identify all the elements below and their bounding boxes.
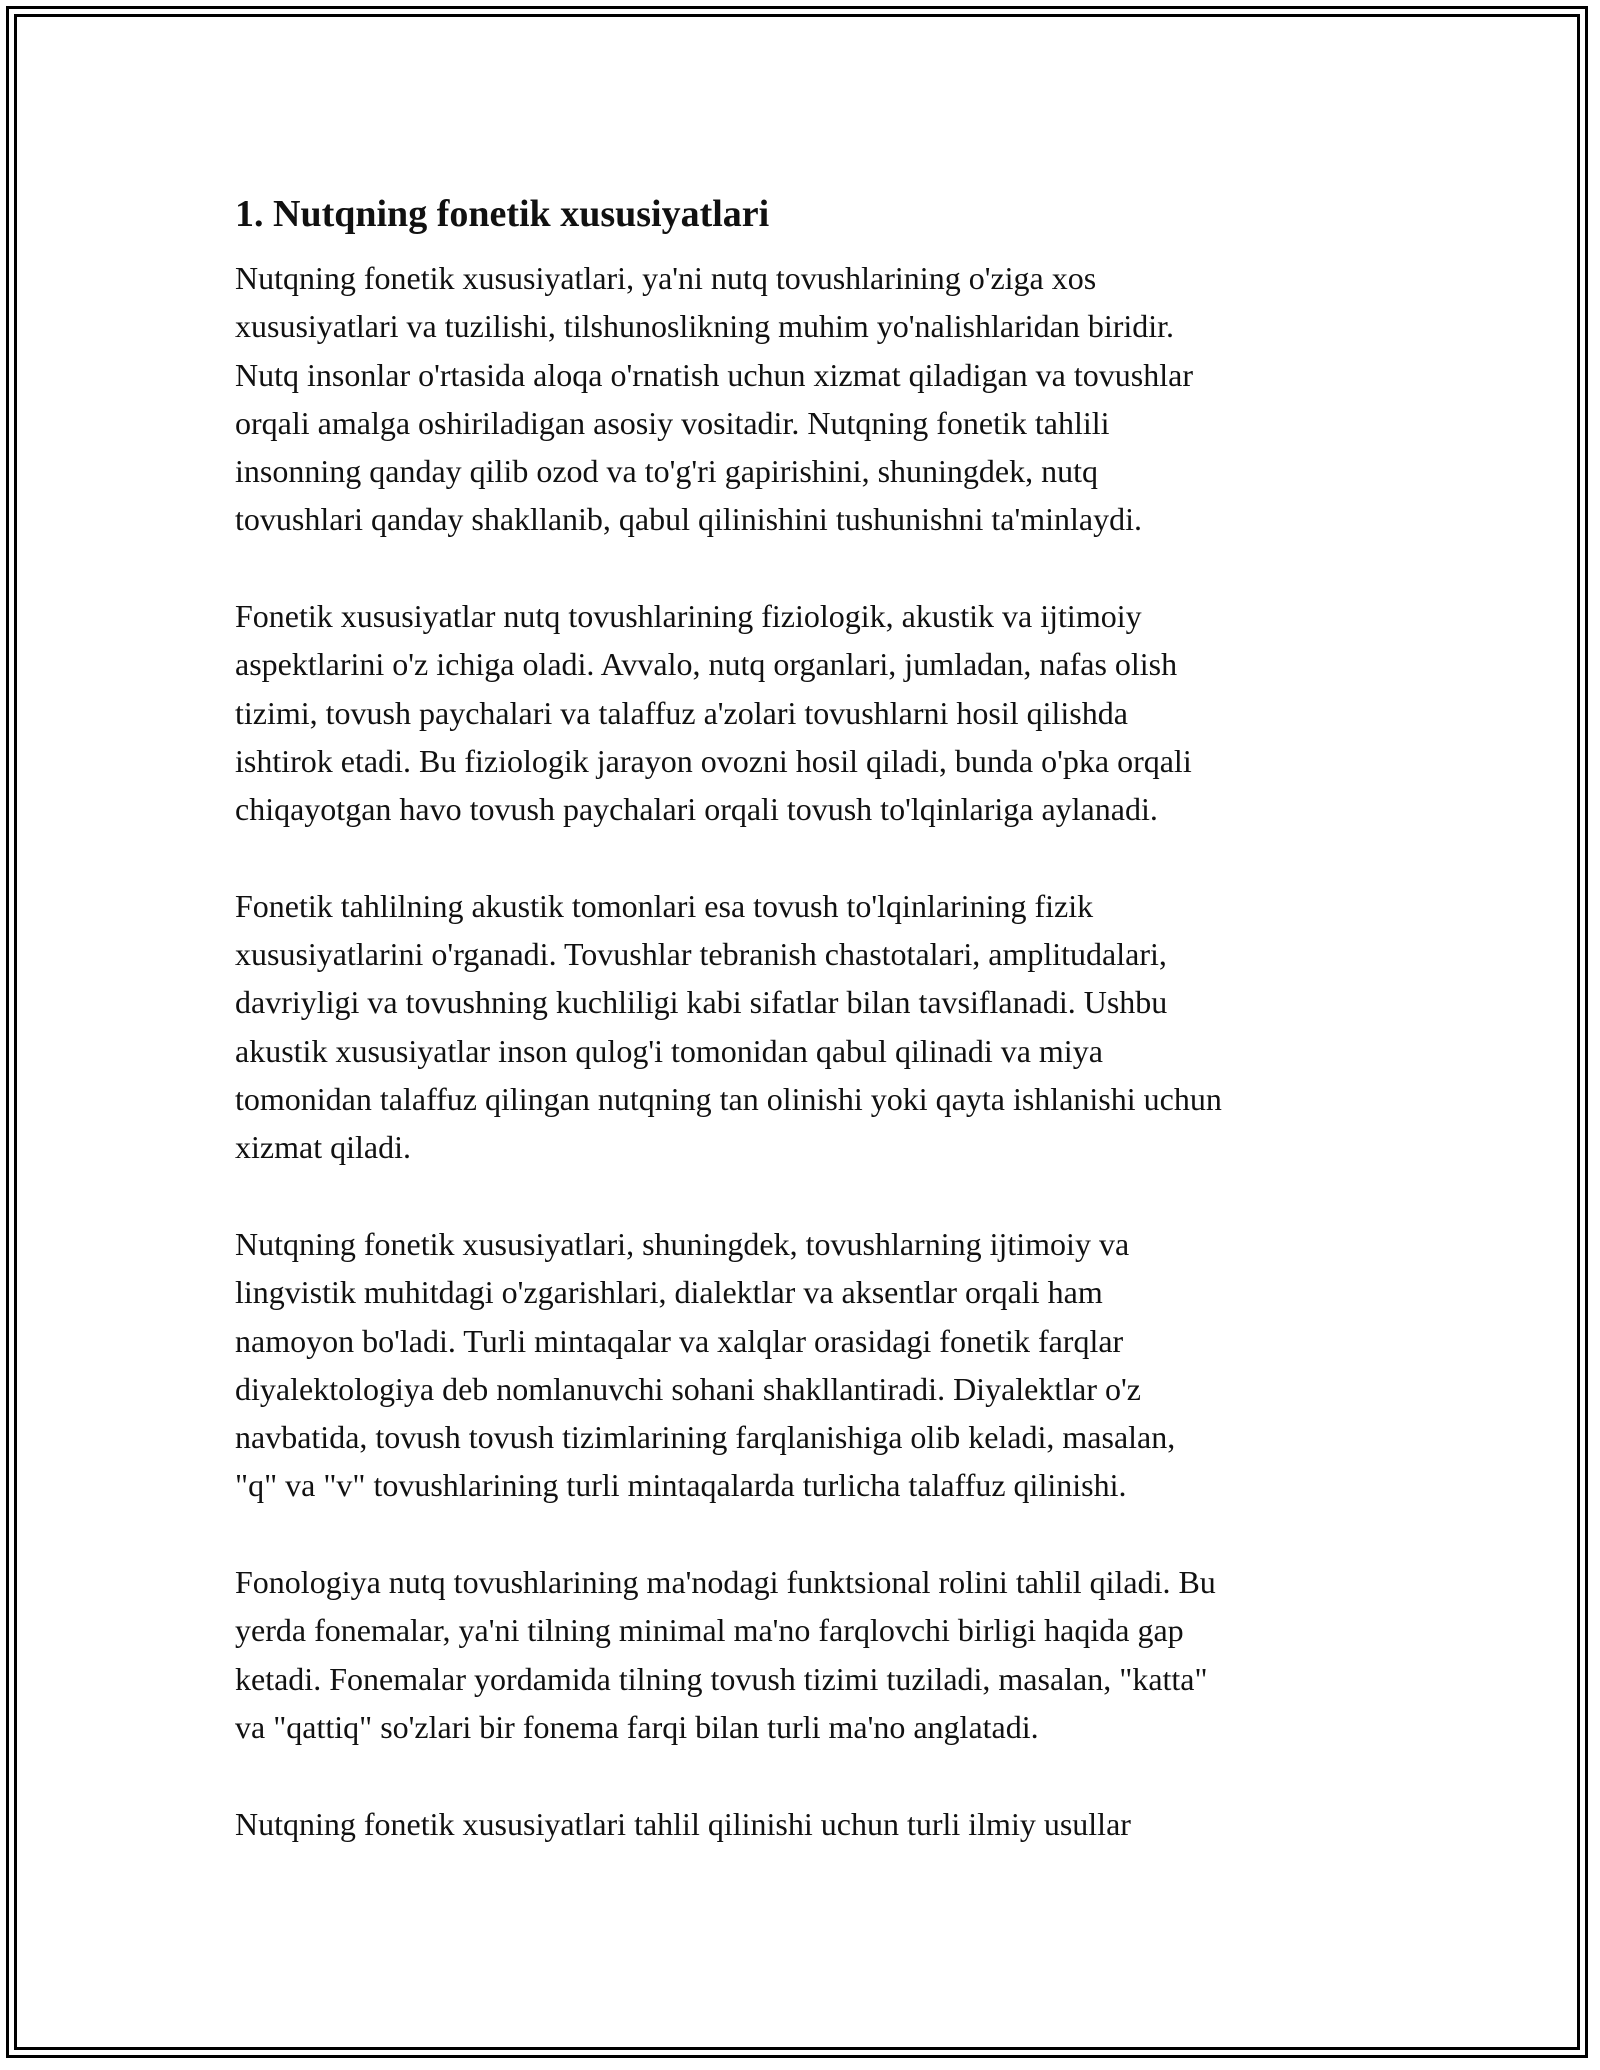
text-line: Fonetik xususiyatlar nutq tovushlarining fiziologik, akustik va ijtimoiy (235, 598, 1142, 635)
text-line: insonning qanday qilib ozod va to'g'ri gapirishini, shuningdek, nutq (235, 453, 1098, 490)
text-line: va "qattiq" so'zlari bir fonema farqi bilan turli ma'no anglatadi. (235, 1708, 1039, 1745)
text-line: ishtirok etadi. Bu fiziologik jarayon ovozni hosil qiladi, bunda o'pka orqali (235, 742, 1192, 779)
text-line: akustik xususiyatlar inson qulog'i tomonidan qabul qilinadi va miya (235, 1032, 1103, 1069)
text-line: Nutqning fonetik xususiyatlari, ya'ni nutq tovushlarining o'ziga xos (235, 260, 1097, 296)
paragraph-3 (235, 882, 1375, 1172)
text-line: Nutq insonlar o'rtasida aloqa o'rnatish uchun xizmat qiladigan va tovushlar (235, 356, 1193, 393)
paragraph-1 (235, 254, 1375, 544)
text-line: diyalektologiya deb nomlanuvchi sohani shakllantiradi. Diyalektlar o'z (235, 1370, 1141, 1407)
text-line: xizmat qiladi. (235, 1129, 411, 1166)
paragraph-5 (235, 1558, 1375, 1751)
paragraph-4 (235, 1220, 1375, 1510)
text-line: Fonetik tahlilning akustik tomonlari esa tovush to'lqinlarining fizik (235, 887, 1094, 924)
text-line: tizimi, tovush paychalari va talaffuz a'zolari tovushlarni hosil qilishda (235, 694, 1128, 731)
text-line: davriyligi va tovushning kuchliligi kabi sifatlar bilan tavsiflanadi. Ushbu (235, 984, 1168, 1021)
text-line: namoyon bo'ladi. Turli mintaqalar va xalqlar orasidagi fonetik farqlar (235, 1322, 1124, 1359)
text-line: tovushlari qanday shakllanib, qabul qilinishini tushunishni ta'minlaydi. (235, 501, 1143, 538)
document-title: 1. Nutqning fonetik xususiyatlari (235, 193, 770, 235)
text-line: navbatida, tovush tovush tizimlarining farqlanishiga olib keladi, masalan, (235, 1419, 1176, 1456)
text-line: orqali amalga oshiriladigan asosiy vositadir. Nutqning fonetik tahlili (235, 404, 1110, 441)
text-line: aspektlarini o'z ichiga oladi. Avvalo, nutq organlari, jumladan, nafas olish (235, 646, 1178, 683)
text-line: xususiyatlarini o'rganadi. Tovushlar tebranish chastotalari, amplitudalari, (235, 936, 1167, 973)
text-line: xususiyatlari va tuzilishi, tilshunoslikning muhim yo'nalishlaridan biridir. (235, 308, 1175, 345)
text-line: lingvistik muhitdagi o'zgarishlari, dialektlar va aksentlar orqali ham (235, 1274, 1103, 1311)
text-line: Nutqning fonetik xususiyatlari tahlil qilinishi uchun turli ilmiy usullar (235, 1805, 1131, 1842)
text-line: "q" va "v" tovushlarining turli mintaqalarda turlicha talaffuz qilinishi. (235, 1467, 1127, 1504)
document-body (235, 186, 1375, 1896)
text-line: tomonidan talaffuz qilingan nutqning tan olinishi yoki qayta ishlanishi uchun (235, 1081, 1222, 1118)
text-line: yerda fonemalar, ya'ni tilning minimal ma'no farqlovchi birligi haqida gap (235, 1612, 1184, 1649)
text-line: ketadi. Fonemalar yordamida tilning tovush tizimi tuziladi, masalan, "katta" (235, 1660, 1208, 1697)
text-line: chiqayotgan havo tovush paychalari orqali tovush to'lqinlariga aylanadi. (235, 791, 1158, 828)
text-line: Nutqning fonetik xususiyatlari, shuningdek, tovushlarning ijtimoiy va (235, 1225, 1130, 1262)
paragraph-2 (235, 592, 1375, 833)
text-line: Fonologiya nutq tovushlarining ma'nodagi funktsional rolini tahlil qiladi. Bu (235, 1564, 1216, 1601)
paragraph-6 (235, 1800, 1375, 1848)
